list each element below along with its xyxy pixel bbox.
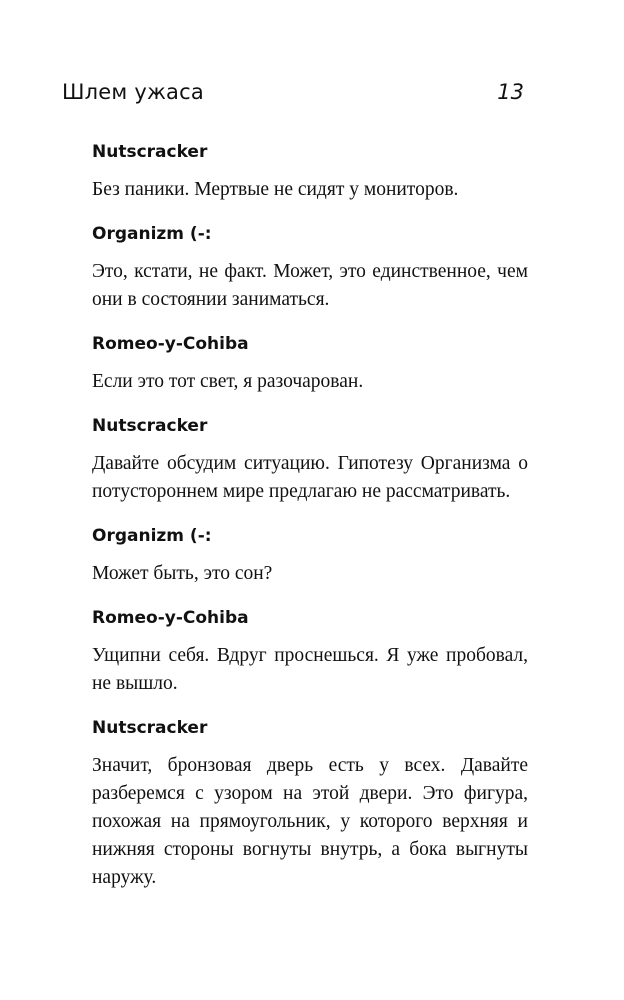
speaker-name: Nutscracker (92, 142, 208, 162)
message-text: Давайте обсудим ситуацию. Гипотезу Организма о потустороннем мире предлагаю не рассматривать. (92, 453, 528, 502)
chat-entry (92, 330, 528, 396)
message-text: Значит, бронзовая дверь есть у всех. Давайте разберемся с узором на этой двери. Это фигура, похожая на прямоугольник, у которого верхняя и нижняя стороны вогнуты внутрь, а бока выгнуты наружу. (92, 755, 528, 888)
running-head (62, 80, 524, 108)
speaker-name: Romeo-y-Cohiba (92, 334, 249, 354)
message-text: Если это тот свет, я разочарован. (92, 371, 364, 392)
speaker-name: Romeo-y-Cohiba (92, 608, 249, 628)
speaker-name: Organizm (-: (92, 224, 212, 244)
chat-entry (92, 138, 528, 204)
chat-entry (92, 604, 528, 698)
book-title: Шлем ужаса (62, 80, 204, 104)
chat-entry (92, 412, 528, 506)
message-text: Это, кстати, не факт. Может, это единственное, чем они в состоянии заниматься. (92, 261, 528, 310)
speaker-name: Nutscracker (92, 718, 208, 738)
chat-entry (92, 522, 528, 588)
speaker-name: Nutscracker (92, 416, 208, 436)
message-text: Ущипни себя. Вдруг проснешься. Я уже пробовал, не вышло. (92, 645, 528, 694)
speaker-name: Organizm (-: (92, 526, 212, 546)
page-number: 13 (497, 80, 524, 104)
chat-transcript (92, 138, 528, 908)
chat-entry (92, 714, 528, 892)
message-text: Может быть, это сон? (92, 563, 273, 584)
chat-entry (92, 220, 528, 314)
message-text: Без паники. Мертвые не сидят у мониторов. (92, 179, 459, 200)
